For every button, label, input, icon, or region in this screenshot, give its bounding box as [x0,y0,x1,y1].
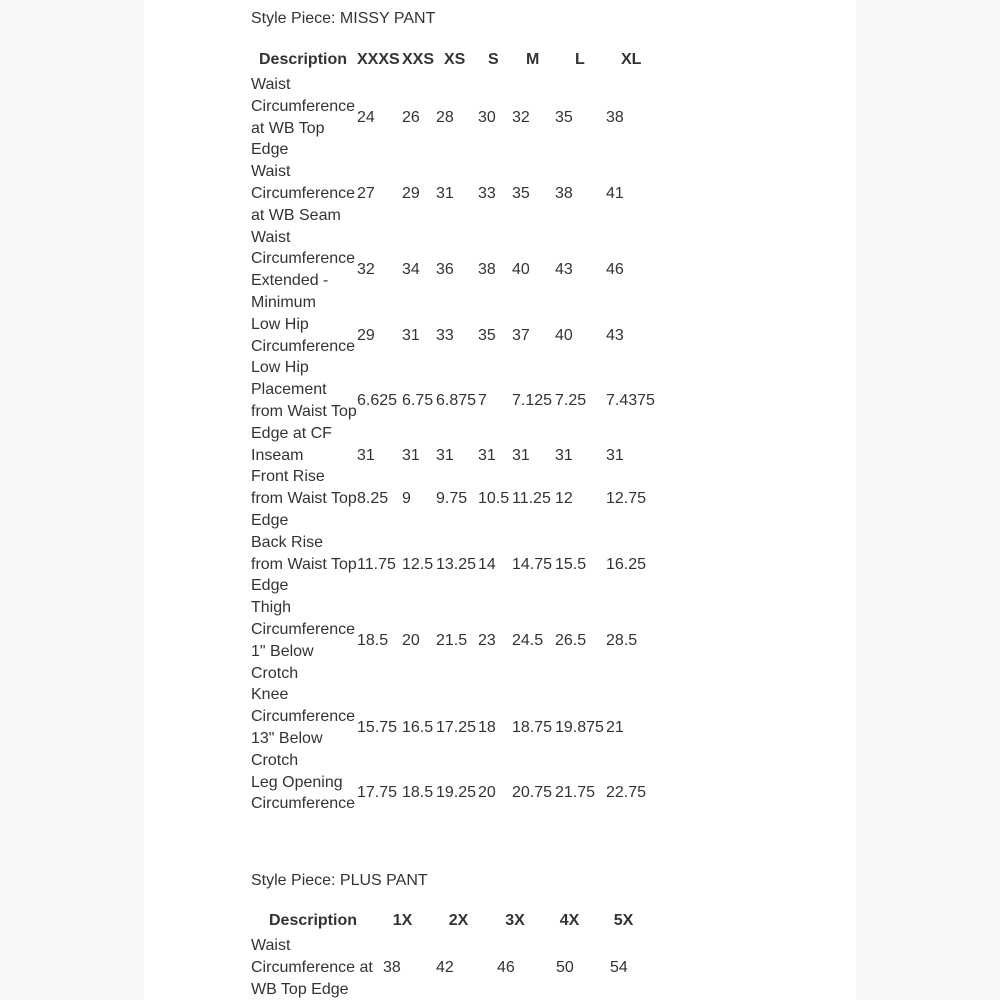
column-header-s: S [488,50,499,68]
column-header-4x: 4X [559,911,580,929]
measurement-value: 26.5 [555,631,587,649]
measurement-value: 31 [402,326,420,344]
plus-size-table [251,906,651,1000]
column-header-m: M [526,50,540,68]
table-row [251,684,671,771]
measurement-value: 43 [606,326,624,344]
measurement-value: 9.75 [436,490,468,508]
measurement-value: 31 [436,446,454,464]
column-header-xxxs: XXXS [357,50,400,68]
measurement-value: 29 [357,326,375,344]
measurement-value: 7 [478,392,487,410]
column-header-2x: 2X [448,911,469,929]
measurement-value: 26 [402,108,420,126]
measurement-value: 35 [555,108,573,126]
measurement-value: 14 [478,555,496,573]
column-header-description: Description [259,50,348,68]
measurement-value: 33 [478,184,496,202]
column-header-xl: XL [621,50,642,68]
measurement-value: 34 [402,261,420,279]
measurement-value: 12.75 [606,490,647,508]
table-row [251,935,651,1000]
column-header-description: Description [268,911,357,929]
row-description: Waist Circumference Extended - Minimum [251,228,356,311]
measurement-value: 38 [383,958,401,976]
table-row [251,314,671,358]
table-row [251,74,671,161]
table-row [251,466,671,531]
table-header-row [251,45,671,74]
measurement-value: 24 [357,108,375,126]
row-description: Knee Circumference 13" Below Crotch [251,686,356,769]
measurement-value: 18 [478,719,496,736]
measurement-value: 7.4375 [606,392,655,410]
column-header-xxs: XXS [402,50,435,68]
measurement-value: 6.625 [357,392,398,410]
measurement-value: 19.25 [436,784,477,802]
measurement-value: 13.25 [436,555,477,573]
row-description: Low Hip Placement from Waist Top Edge at CF [251,359,357,442]
table-header-row [251,906,651,935]
column-header-1x: 1X [392,911,413,929]
measurement-value: 6.75 [402,392,434,410]
measurement-value: 10.5 [478,490,510,508]
measurement-value: 30 [478,108,496,126]
measurement-value: 33 [436,326,454,344]
measurement-value: 50 [556,958,574,976]
measurement-value: 20.75 [512,784,553,802]
measurement-value: 35 [478,326,496,344]
row-description: Thigh Circumference 1" Below Crotch [251,599,356,682]
table-row [251,357,671,444]
row-description: Waist Circumference at WB Seam [251,163,356,224]
measurement-value: 28.5 [606,631,638,649]
measurement-value: 40 [512,261,530,279]
measurement-value: 40 [555,326,573,344]
row-description: Inseam [251,446,304,464]
table-row [251,597,671,684]
measurement-value: 7.125 [512,392,553,410]
measurement-value: 31 [478,446,496,464]
column-header-l: L [575,50,585,68]
measurement-value: 21.5 [436,631,468,649]
table-row [251,227,671,314]
measurement-value: 17.75 [357,784,398,802]
measurement-value: 23 [478,631,496,649]
row-description: Back Rise from Waist Top Edge [251,533,357,595]
measurement-value: 18.75 [512,719,553,736]
measurement-value: 9 [402,490,411,508]
table-row [251,532,671,597]
measurement-value: 22.75 [606,784,647,802]
measurement-value: 14.75 [512,555,553,573]
measurement-value: 12 [555,490,573,508]
measurement-value: 15.5 [555,555,587,573]
measurement-value: 38 [606,108,624,126]
measurement-value: 7.25 [555,392,587,410]
measurement-value: 15.75 [357,719,398,736]
measurement-value: 8.25 [357,490,389,508]
measurement-value: 54 [610,958,628,976]
measurement-value: 21 [606,719,624,736]
measurement-value: 28 [436,108,454,126]
row-description: Low Hip Circumference [251,315,356,355]
table-row [251,772,671,816]
measurement-value: 21.75 [555,784,596,802]
measurement-value: 16.5 [402,719,434,736]
measurement-value: 31 [402,446,420,464]
measurement-value: 16.25 [606,555,647,573]
plus-pant-title: Style Piece: PLUS PANT [251,872,428,889]
row-description: Front Rise from Waist Top Edge [251,468,357,529]
measurement-value: 20 [402,631,420,649]
measurement-value: 31 [512,446,530,464]
measurement-value: 18.5 [402,784,434,802]
column-header-5x: 5X [613,911,634,929]
measurement-value: 27 [357,184,375,202]
measurement-value: 6.875 [436,392,477,410]
measurement-value: 32 [512,108,530,126]
row-description: Waist Circumference at WB Top Edge [251,937,373,998]
row-description: Waist Circumference at WB Top Edge [251,76,356,159]
measurement-value: 12.5 [402,555,434,573]
measurement-value: 37 [512,326,530,344]
measurement-value: 31 [606,446,624,464]
column-header-3x: 3X [505,911,525,929]
measurement-value: 11.75 [357,555,396,573]
measurement-value: 41 [606,184,624,202]
measurement-value: 20 [478,784,496,802]
measurement-value: 43 [555,261,573,279]
row-description: Leg Opening Circumference [251,773,356,813]
measurement-value: 18.5 [357,631,389,649]
measurement-value: 46 [606,261,624,279]
table-row [251,161,671,226]
measurement-value: 31 [357,446,375,464]
measurement-value: 38 [478,261,496,279]
column-header-xs: XS [444,50,466,68]
measurement-value: 42 [436,958,454,976]
missy-pant-title: Style Piece: MISSY PANT [251,10,436,27]
missy-size-table [251,45,671,815]
measurement-value: 19.875 [555,719,604,736]
measurement-value: 11.25 [512,490,551,508]
measurement-value: 35 [512,184,530,202]
measurement-value: 32 [357,261,375,279]
measurement-value: 46 [497,958,515,976]
measurement-value: 29 [402,184,420,202]
measurement-value: 36 [436,261,454,279]
measurement-value: 24.5 [512,631,544,649]
measurement-value: 31 [555,446,573,464]
table-row [251,445,671,467]
measurement-value: 38 [555,184,573,202]
measurement-value: 31 [436,184,454,202]
measurement-value: 17.25 [436,719,477,736]
